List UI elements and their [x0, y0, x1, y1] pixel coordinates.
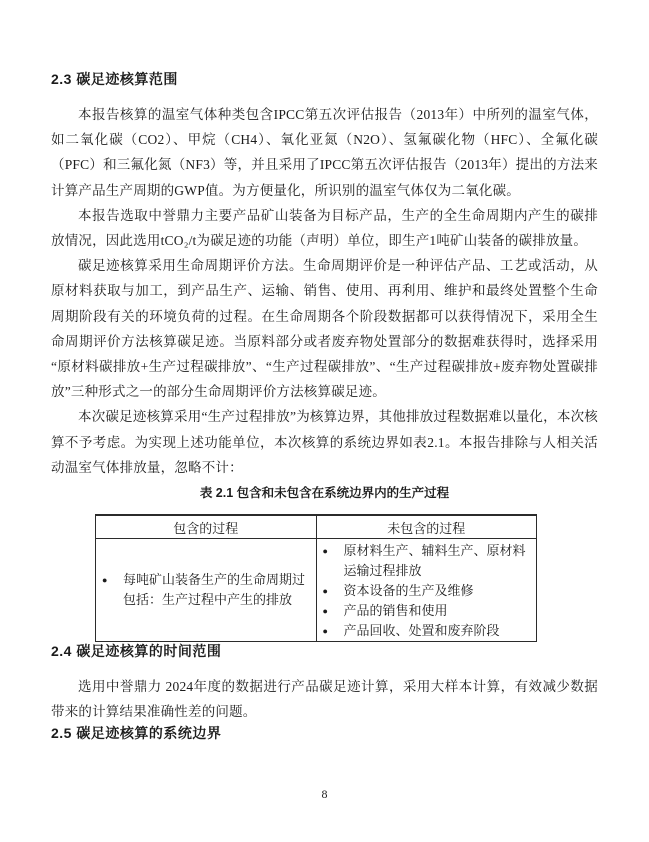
excluded-item-text: 产品回收、处置和废弃阶段: [343, 623, 500, 639]
bullet-icon: ●: [102, 575, 108, 586]
system-boundary-table: [95, 514, 537, 642]
page-number: 8: [321, 787, 328, 801]
included-item-text: 每吨矿山装备生产的生命周期过包括：生产过程中产生的排放: [123, 572, 306, 608]
bullet-icon: ●: [322, 606, 328, 617]
excluded-item-text: 产品的销售和使用: [343, 603, 448, 619]
list-item: [317, 621, 535, 641]
list-item: [96, 570, 312, 610]
paragraph-functional-unit: 本报告选取中誉鼎力主要产品矿山装备为目标产品，生产的全生命周期内产生的碳排放情况，因此选用tCO₂/t为碳足迹的功能（声明）单位，即生产1吨矿山装备的碳排放量。: [51, 207, 598, 249]
table-header-row: [96, 515, 537, 539]
list-item: [317, 541, 535, 581]
excluded-item-text: 原材料生产、辅料生产、原材料运输过程排放: [343, 543, 526, 579]
bullet-icon: ●: [322, 626, 328, 637]
table-caption: 表 2.1 包含和未包含在系统边界内的生产过程: [199, 486, 450, 501]
paragraph-time-scope: 选用中誉鼎力 2024年度的数据进行产品碳足迹计算，采用大样本计算，有效减少数据带来的计算结果准确性差的问题。: [51, 679, 598, 720]
paragraph-ghg-types: 本报告核算的温室气体种类包含IPCC第五次评估报告（2013年）中所列的温室气体，如二氧化碳（CO2）、甲烷（CH4）、氧化亚氮（N2O）、氢氟碳化物（HFC）、全氟化碳（PFC）和三氟化氮（NF3）等，并且采用了IPCC第五次评估报告（2013年）提出的方法来计算产品生产周期的GWP值。为方便量化，所识别的温室气体仅为二氧化碳。: [51, 107, 598, 198]
list-item: [317, 581, 535, 601]
table-body-row: [96, 539, 537, 642]
paragraph-lca-method: 碳足迹核算采用生命周期评价方法。生命周期评价是一种评估产品、工艺或活动，从原材料获取与加工，到产品生产、运输、销售、使用、再利用、维护和最终处置整个生命周期阶段有关的环境负荷的过程。在生命周期各个阶段数据都可以获得情况下，采用全生命周期评价方法核算碳足迹。当原料部分或者废弃物处置部分的数据难获得时，选择采用“原材料碳排放+生产过程碳排放”、“生产过程碳排放”、“生产过程碳排放+废弃物处置碳排放”三种形式之一的部分生命周期评价方法核算碳足迹。: [51, 258, 598, 400]
list-item: [317, 601, 535, 621]
section-heading-2-5: 2.5 碳足迹核算的系统边界: [51, 725, 222, 742]
page-content: [51, 70, 598, 756]
column-header-excluded: 未包含的过程: [316, 515, 537, 539]
section-heading-2-3: 2.3 碳足迹核算范围: [51, 71, 178, 87]
cell-included-processes: [96, 539, 317, 642]
bullet-icon: ●: [322, 546, 328, 557]
column-header-included: 包含的过程: [96, 515, 317, 539]
cell-excluded-processes: [316, 539, 537, 642]
excluded-item-text: 资本设备的生产及维修: [343, 583, 474, 599]
bullet-icon: ●: [322, 586, 328, 597]
section-heading-2-4: 2.4 碳足迹核算的时间范围: [51, 643, 222, 660]
paragraph-boundary: 本次碳足迹核算采用“生产过程排放”为核算边界，其他排放过程数据难以量化，本次核算不予考虑。为实现上述功能单位，本次核算的系统边界如表2.1。本报告排除与人相关活动温室气体排放量，忽略不计：: [51, 409, 598, 475]
